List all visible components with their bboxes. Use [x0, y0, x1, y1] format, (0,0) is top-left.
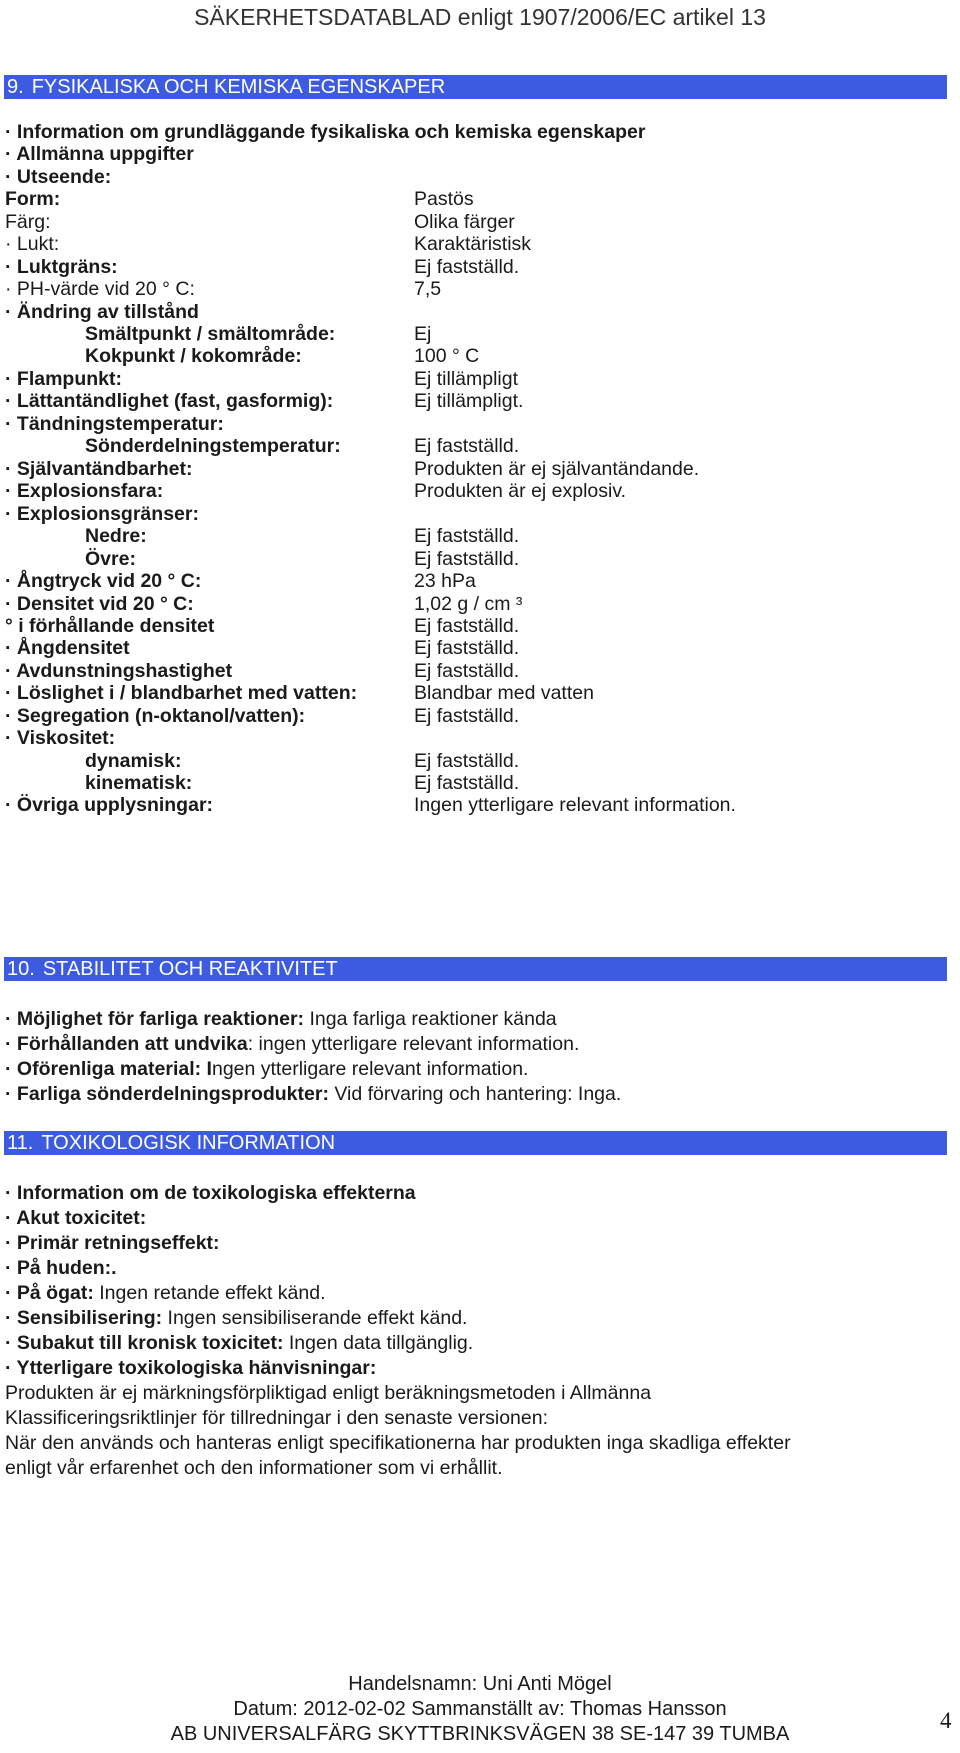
- property-label: Övre:: [85, 548, 136, 570]
- property-value: Blandbar med vatten: [414, 682, 594, 704]
- property-value: Ej: [414, 323, 432, 345]
- property-row: [5, 434, 950, 459]
- property-label: · Explosionsfara:: [5, 480, 164, 502]
- property-label: · Lättantändlighet (fast, gasformig):: [5, 390, 334, 412]
- property-label: · Viskositet:: [5, 727, 116, 749]
- property-value: Ej fastställd.: [414, 525, 520, 547]
- stability-label: · Förhållanden att undvika: [5, 1033, 248, 1055]
- toxicology-row: [5, 1331, 950, 1356]
- property-value: Ej fastställd.: [414, 615, 520, 637]
- property-label: · Densitet vid 20 ° C:: [5, 593, 194, 615]
- property-value: Olika färger: [414, 211, 515, 233]
- property-label: · Allmänna uppgifter: [5, 143, 194, 165]
- property-label: · Explosionsgränser:: [5, 503, 199, 525]
- stability-label: · Möjlighet för farliga reaktioner:: [5, 1008, 305, 1030]
- section-title: TOXIKOLOGISK INFORMATION: [41, 1132, 336, 1154]
- stability-row: [5, 1082, 950, 1107]
- toxicology-row: [5, 1281, 950, 1306]
- property-label: Nedre:: [85, 525, 147, 547]
- property-label: · Information om grundläggande fysikaliska och kemiska egenskaper: [5, 121, 646, 143]
- property-value: 23 hPa: [414, 570, 476, 592]
- toxicology-label: · Information om de toxikologiska effekterna: [5, 1182, 416, 1204]
- property-label: · Avdunstningshastighet: [5, 660, 233, 682]
- toxicology-value: Ingen sensibiliserande effekt känd.: [167, 1307, 468, 1329]
- toxicology-row: [5, 1231, 950, 1256]
- property-value: Ej fastställd.: [414, 637, 520, 659]
- property-row: [5, 277, 950, 302]
- footer-trade-name: Handelsnamn: Uni Anti Mögel: [348, 1673, 612, 1695]
- property-value: 1,02 g / cm ³: [414, 593, 523, 615]
- stability-value: : ingen ytterligare relevant information.: [247, 1033, 580, 1055]
- toxicology-row: [5, 1256, 950, 1281]
- toxicology-label: · Akut toxicitet:: [5, 1207, 147, 1229]
- property-row: [5, 524, 950, 549]
- property-row: [5, 232, 950, 257]
- property-value: Karaktäristisk: [414, 233, 532, 255]
- property-label: · Flampunkt:: [5, 368, 122, 390]
- property-value: Ej fastställd.: [414, 256, 520, 278]
- toxicology-label: · Primär retningseffekt:: [5, 1232, 220, 1254]
- property-row: [5, 187, 950, 212]
- toxicology-row: [5, 1306, 950, 1331]
- property-value: Ingen ytterligare relevant information.: [414, 794, 736, 816]
- property-label: ° i förhållande densitet: [5, 615, 215, 637]
- section-title: STABILITET OCH REAKTIVITET: [42, 958, 338, 980]
- property-label: Färg:: [5, 211, 51, 233]
- property-label: · Självantändbarhet:: [5, 458, 193, 480]
- property-row: [5, 142, 950, 167]
- property-row: [5, 726, 950, 751]
- property-row: [5, 636, 950, 661]
- paragraph-line: Klassificeringsriktlinjer för tillredningar i den senaste versionen:: [5, 1407, 549, 1429]
- property-label: kinematisk:: [85, 772, 193, 794]
- property-label: · Segregation (n-oktanol/vatten):: [5, 705, 306, 727]
- toxicology-label: · På huden:.: [5, 1257, 117, 1279]
- property-value: Ej tillämpligt: [414, 368, 519, 390]
- toxicology-value: Ingen data tillgänglig.: [288, 1332, 474, 1354]
- stability-value: Inga farliga reaktioner kända: [309, 1008, 557, 1030]
- property-value: Produkten är ej explosiv.: [414, 480, 627, 502]
- property-value: Produkten är ej självantändande.: [414, 458, 700, 480]
- stability-value: ngen ytterligare relevant information.: [211, 1058, 529, 1080]
- section-header-11: [4, 1131, 947, 1155]
- property-row: [5, 569, 950, 594]
- stability-label: · Farliga sönderdelningsprodukter:: [5, 1083, 329, 1105]
- property-label: Form:: [5, 188, 61, 210]
- property-label: · Utseende:: [5, 166, 112, 188]
- toxicology-label: · Ytterligare toxikologiska hänvisningar:: [5, 1357, 377, 1379]
- toxicology-row: [5, 1356, 950, 1381]
- toxicology-label: · Sensibilisering:: [5, 1307, 163, 1329]
- stability-row: [5, 1007, 950, 1032]
- property-label: · PH-värde vid 20 ° C:: [5, 278, 195, 300]
- paragraph-line: enligt vår erfarenhet och den informationer som vi erhållit.: [5, 1457, 503, 1479]
- toxicology-label: · På ögat:: [5, 1282, 94, 1304]
- section-number: 10.: [7, 958, 35, 980]
- property-row: [5, 344, 950, 369]
- property-label: · Ångtryck vid 20 ° C:: [5, 570, 202, 592]
- property-value: Pastös: [414, 188, 474, 210]
- property-label: · Luktgräns:: [5, 256, 118, 278]
- property-label: · Ångdensitet: [5, 637, 130, 659]
- paragraph-line: När den används och hanteras enligt specifikationerna har produkten inga skadliga effekter: [5, 1432, 791, 1454]
- property-value: Ej fastställd.: [414, 660, 520, 682]
- property-value: Ej fastställd.: [414, 435, 520, 457]
- stability-value: Vid förvaring och hantering: Inga.: [334, 1083, 622, 1105]
- property-value: Ej fastställd.: [414, 750, 520, 772]
- section-number: 9.: [7, 76, 24, 98]
- property-row: [5, 793, 950, 818]
- property-value: Ej fastställd.: [414, 772, 520, 794]
- toxicology-label: · Subakut till kronisk toxicitet:: [5, 1332, 284, 1354]
- property-label: · Lukt:: [5, 233, 60, 255]
- property-value: 7,5: [414, 278, 442, 300]
- property-row: [5, 479, 950, 504]
- property-label: · Löslighet i / blandbarhet med vatten:: [5, 682, 358, 704]
- section-number: 11.: [7, 1132, 34, 1154]
- toxicology-row: [5, 1206, 950, 1231]
- page-header: SÄKERHETSDATABLAD enligt 1907/2006/EC artikel 13: [194, 4, 766, 30]
- footer-address: AB UNIVERSALFÄRG SKYTTBRINKSVÄGEN 38 SE-147 39 TUMBA: [170, 1723, 790, 1745]
- stability-row: [5, 1032, 950, 1057]
- toxicology-value: Ingen retande effekt känd.: [99, 1282, 326, 1304]
- property-value: Ej tillämpligt.: [414, 390, 524, 412]
- property-value: 100 ° C: [414, 345, 480, 367]
- property-value: Ej fastställd.: [414, 548, 520, 570]
- property-value: Ej fastställd.: [414, 705, 520, 727]
- section-header-10: [4, 957, 947, 981]
- property-label: Kokpunkt / kokområde:: [85, 345, 302, 367]
- section-title: FYSIKALISKA OCH KEMISKA EGENSKAPER: [31, 76, 446, 98]
- property-row: [5, 681, 950, 706]
- stability-row: [5, 1057, 950, 1082]
- property-label: Smältpunkt / smältområde:: [85, 323, 336, 345]
- page-number: 4: [940, 1708, 952, 1733]
- property-label: Sönderdelningstemperatur:: [85, 435, 341, 457]
- section-header-9: [4, 75, 947, 99]
- property-label: dynamisk:: [85, 750, 182, 772]
- footer-date-line: Datum: 2012-02-02 Sammanställt av: Thomas Hansson: [233, 1698, 727, 1720]
- paragraph-line: Produkten är ej märkningsförpliktigad enligt beräkningsmetoden i Allmänna: [5, 1382, 652, 1404]
- toxicology-row: [5, 1181, 950, 1206]
- property-label: · Övriga upplysningar:: [5, 794, 214, 816]
- stability-label: · Oförenliga material: I: [5, 1058, 212, 1080]
- property-label: · Ändring av tillstånd: [5, 301, 199, 323]
- property-label: · Tändningstemperatur:: [5, 413, 224, 435]
- property-row: [5, 389, 950, 414]
